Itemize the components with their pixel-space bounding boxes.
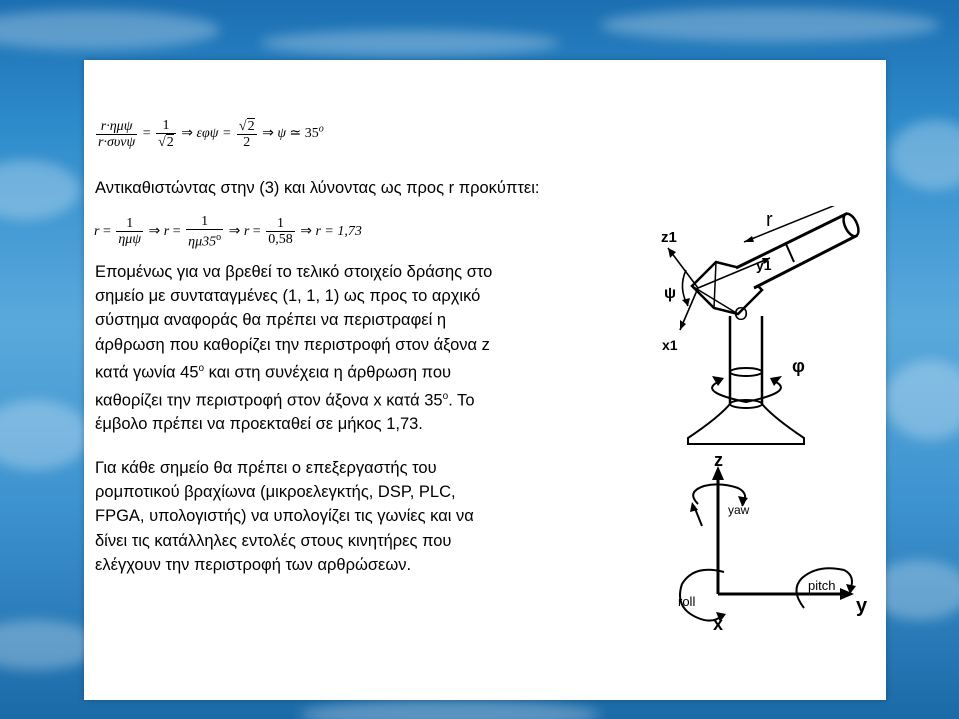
- r-symbol: r: [163, 224, 170, 240]
- label-x: x: [713, 614, 724, 634]
- paragraph-line: έμβολο πρέπει να προεκταθεί σε μήκος 1,73.: [95, 415, 423, 434]
- paragraph-line: Για κάθε σημείο θα πρέπει ο επεξεργαστής του: [95, 459, 437, 477]
- fraction-denominator: ημ35: [188, 234, 217, 250]
- slide-page: [84, 60, 886, 700]
- sqrt-sign: √: [238, 119, 247, 134]
- formula-tan-psi: [94, 118, 324, 150]
- implies-arrow: ⇒: [181, 126, 194, 142]
- fraction-lhs: [96, 119, 137, 150]
- fraction-one-over-sin35: [186, 214, 223, 250]
- robot-arm-diagram: [658, 206, 874, 450]
- fraction-one-over-058: [266, 216, 295, 247]
- fraction-one-over-sqrt2: [156, 118, 176, 150]
- paragraph-line: ελέγχουν την περιστροφή των αρθρώσεων.: [95, 555, 412, 574]
- degree-mark: ο: [442, 390, 449, 402]
- roll-pitch-yaw-diagram: [668, 452, 874, 634]
- tan-psi-label: εφψ =: [196, 126, 232, 142]
- paragraph-joint-rotation: [95, 260, 655, 436]
- fraction-numerator: 1: [116, 216, 143, 232]
- fraction-denominator: r·συνψ: [98, 134, 136, 150]
- paragraph-line: [95, 357, 655, 385]
- implies-arrow: ⇒: [228, 224, 241, 240]
- paragraph-line: Επομένως για να βρεθεί το τελικό στοιχείο δράσης στο: [95, 263, 493, 281]
- label-roll: roll: [678, 594, 696, 609]
- psi-symbol: ψ: [277, 126, 287, 142]
- degree-mark: o: [318, 123, 324, 135]
- label-phi: φ: [792, 356, 805, 376]
- equals-sign: =: [142, 126, 151, 142]
- implies-arrow: ⇒: [262, 126, 274, 142]
- paragraph-line: [95, 385, 655, 413]
- paragraph-line: σημείο με συνταταγμένες (1, 1, 1) ως προς το αρχικό: [95, 287, 481, 306]
- fraction-denominator: 2: [243, 135, 251, 150]
- text-run: καθορίζει την περιστροφή στον άξονα x κατά 35: [95, 391, 443, 410]
- label-y1: y1: [756, 257, 772, 273]
- label-pitch: pitch: [808, 578, 836, 593]
- equals-sign: =: [172, 224, 181, 240]
- radicand: 2: [166, 135, 174, 150]
- sqrt-sign: √: [158, 135, 166, 150]
- radicand: 2: [247, 119, 255, 134]
- formula-r: [94, 214, 362, 250]
- text-run: και στη συνέχεια η άρθρωση που: [204, 363, 452, 382]
- paragraph-line: FPGA, υπολογιστής) να υπολογίζει τις γωνίες και να: [95, 507, 474, 526]
- fraction-denominator: 0,58: [268, 232, 293, 248]
- paragraph-line: σύστημα αναφοράς θα πρέπει να περιστραφεί η: [95, 311, 447, 330]
- r-symbol: r: [243, 224, 250, 240]
- paragraph-line: ρομποτικού βραχίωνα (μικροελεγκτής, DSP, PLC,: [95, 483, 456, 502]
- degree-mark: ο: [198, 362, 205, 374]
- label-r: r: [766, 209, 773, 231]
- paragraph-line: άρθρωση που καθορίζει την περιστροφή στον άξονα z: [95, 335, 490, 354]
- angle-value: 35: [304, 126, 319, 142]
- label-x1: x1: [662, 337, 678, 353]
- fraction-numerator: 1: [266, 216, 295, 232]
- equals-sign: =: [102, 224, 111, 240]
- r-symbol: r: [94, 224, 100, 240]
- label-y: y: [856, 595, 868, 617]
- paragraph-line: δίνει τις κατάλληλες εντολές στους κινητήρες που: [95, 531, 452, 550]
- r-result: r = 1,73: [315, 224, 362, 240]
- fraction-one-over-sinpsi: [116, 216, 143, 247]
- implies-arrow: ⇒: [148, 224, 161, 240]
- label-z1: z1: [661, 229, 677, 246]
- degree-mark: o: [216, 232, 222, 243]
- text-run: . Το: [448, 391, 475, 410]
- fraction-sqrt2-over-2: [237, 118, 257, 150]
- fraction-numerator: r·ημψ: [96, 119, 137, 135]
- implies-arrow: ⇒: [300, 224, 312, 240]
- paragraph-processor: [95, 456, 665, 577]
- fraction-numerator: 1: [186, 214, 223, 230]
- text-run: κατά γωνία 45: [95, 363, 199, 382]
- label-o: O: [734, 304, 749, 324]
- equals-sign: =: [252, 224, 261, 240]
- approx-sign: ≃: [289, 126, 302, 142]
- label-psi: ψ: [664, 285, 677, 302]
- intro-line: Αντικαθιστώντας στην (3) και λύνοντας ως προς r προκύπτει:: [95, 179, 540, 197]
- label-z: z: [714, 452, 723, 470]
- fraction-denominator: ημψ: [118, 232, 142, 248]
- label-yaw: yaw: [728, 503, 750, 517]
- fraction-numerator: 1: [156, 118, 176, 134]
